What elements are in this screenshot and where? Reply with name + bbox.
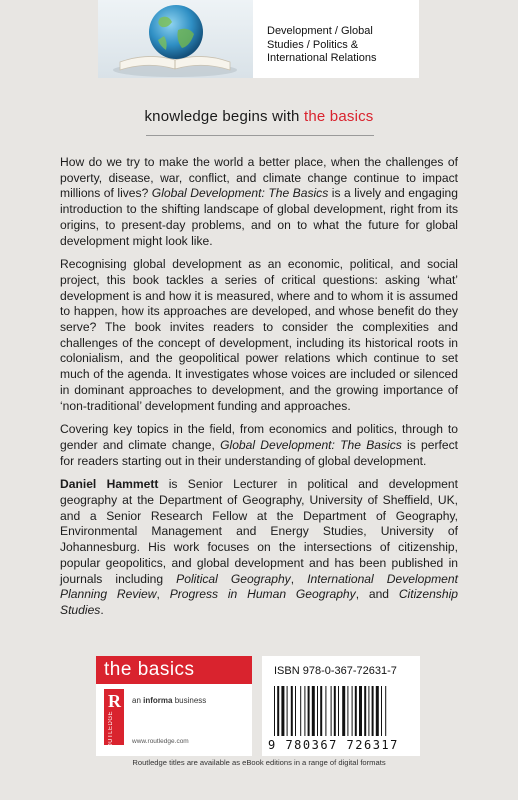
svg-text:R: R <box>108 691 121 711</box>
author-bio <box>60 477 458 618</box>
separator: , <box>290 571 308 586</box>
barcode-bar <box>352 686 353 736</box>
barcode-bar <box>359 686 362 736</box>
routledge-logo-icon <box>104 689 124 753</box>
series-tagline <box>0 108 518 125</box>
blurb-paragraph <box>60 155 458 249</box>
subject-line: International Relations <box>267 52 377 64</box>
journal-name: Political Geography <box>176 571 291 586</box>
informa-business-text <box>132 696 206 705</box>
separator: . <box>100 602 104 617</box>
subject-category-text <box>267 25 417 66</box>
separator: , and <box>355 587 399 602</box>
tagline-accent: the basics <box>303 108 374 125</box>
barcode-bar <box>334 686 336 736</box>
informa-part: informa <box>143 696 173 705</box>
journal-name: International Development Planning Review <box>60 571 458 602</box>
barcode-graphic <box>274 686 408 736</box>
barcode-bar <box>381 686 382 736</box>
blurb-text: is a lively and engaging introduction to the shifting landscape of global development, right from its origins, to present-day problems, and on to what the future for global development might look like. <box>60 186 458 248</box>
book-title-italic: Global Development: The Basics <box>220 437 402 452</box>
series-logo-box <box>96 656 252 756</box>
back-cover-blurb <box>60 155 458 627</box>
author-bio-text: is Senior Lecturer in political and development geography at the Department of Geography, University of Sheffield, UK, and a Senior Research Fellow at the Department of Geography, Environmental Management and Energy Studies, University of Johannesburg. His work focuses on the intersections of citizenship, popular geopolitics, and global development and has been published in journals including <box>60 477 458 586</box>
blurb-text: Covering key topics in the field, from economics and politics, through to gender and climate change, <box>60 422 458 452</box>
barcode-bar <box>325 686 326 736</box>
tagline-divider <box>146 135 374 136</box>
subject-line: Studies / Politics & <box>267 38 359 51</box>
isbn-label: ISBN 978-0-367-72631-7 <box>274 665 397 677</box>
book-title-italic: Global Development: The Basics <box>151 186 329 201</box>
barcode-bar <box>342 686 345 736</box>
barcode-bar <box>355 686 357 736</box>
publisher-vertical-text: ROUTLEDGE <box>108 711 114 753</box>
barcode-bar <box>347 686 348 736</box>
barcode-bar <box>287 686 288 736</box>
blurb-paragraph: Recognising global development as an economic, political, and social project, this book tackles a series of critical questions: asking ‘what’ development is and how it is measured, where and to whom it is assumed to happen, how its approaches are developed, and whose benefit do they serve? The book invites readers to consider the complexities and challenges of the concept of development, including its historical roots in colonialism, and the geopolitical power relations which continue to set much of the agenda. It investigates whose voices are included or silenced in dominant approaches to development, and the growing importance of ‘non-traditional’ development funding and approaches. <box>60 257 458 413</box>
barcode-bar <box>291 686 293 736</box>
barcode-bar <box>317 686 318 736</box>
blurb-text: How do we try to make the world a better place, when the challenges of poverty, disease, war, conflict, and climate change continue to impact millions of lives? <box>60 155 458 201</box>
isbn-barcode-box <box>262 656 420 756</box>
barcode-bar <box>304 686 305 736</box>
informa-part: an <box>132 696 144 705</box>
journal-name: Citizenship Studies <box>60 587 458 617</box>
barcode-bar <box>277 686 279 736</box>
informa-part: business <box>172 696 207 705</box>
barcode-bar <box>376 686 379 736</box>
publisher-url: www.routledge.com <box>132 738 189 745</box>
barcode-bar <box>364 686 366 736</box>
barcode-bar <box>281 686 284 736</box>
barcode-bar <box>308 686 310 736</box>
barcode-bar <box>300 686 301 736</box>
subject-line: Development / Global <box>267 25 373 37</box>
globe-book-illustration <box>98 0 253 78</box>
cover-image-globe-on-book <box>98 0 253 78</box>
blurb-paragraph <box>60 422 458 469</box>
barcode-bar <box>385 686 386 736</box>
barcode-bar <box>320 686 322 736</box>
tagline-prefix: knowledge begins with <box>144 108 304 125</box>
barcode-bar <box>295 686 296 736</box>
separator: , <box>156 587 170 602</box>
subject-category-box <box>253 0 419 78</box>
barcode-bar <box>372 686 374 736</box>
barcode-bar <box>338 686 339 736</box>
barcode-bar <box>274 686 275 736</box>
ebook-availability-note: Routledge titles are available as eBook editions in a range of digital formats <box>132 758 386 767</box>
blurb-text: is perfect for readers starting out in their understanding of global development. <box>60 437 458 468</box>
journal-name: Progress in Human Geography <box>169 587 356 602</box>
series-title: the basics <box>96 656 252 684</box>
barcode-bar <box>312 686 315 736</box>
barcode-bar <box>368 686 369 736</box>
barcode-bar <box>331 686 332 736</box>
author-name: Daniel Hammett <box>60 477 159 492</box>
barcode-digits: 9 780367 726317 <box>268 738 399 752</box>
